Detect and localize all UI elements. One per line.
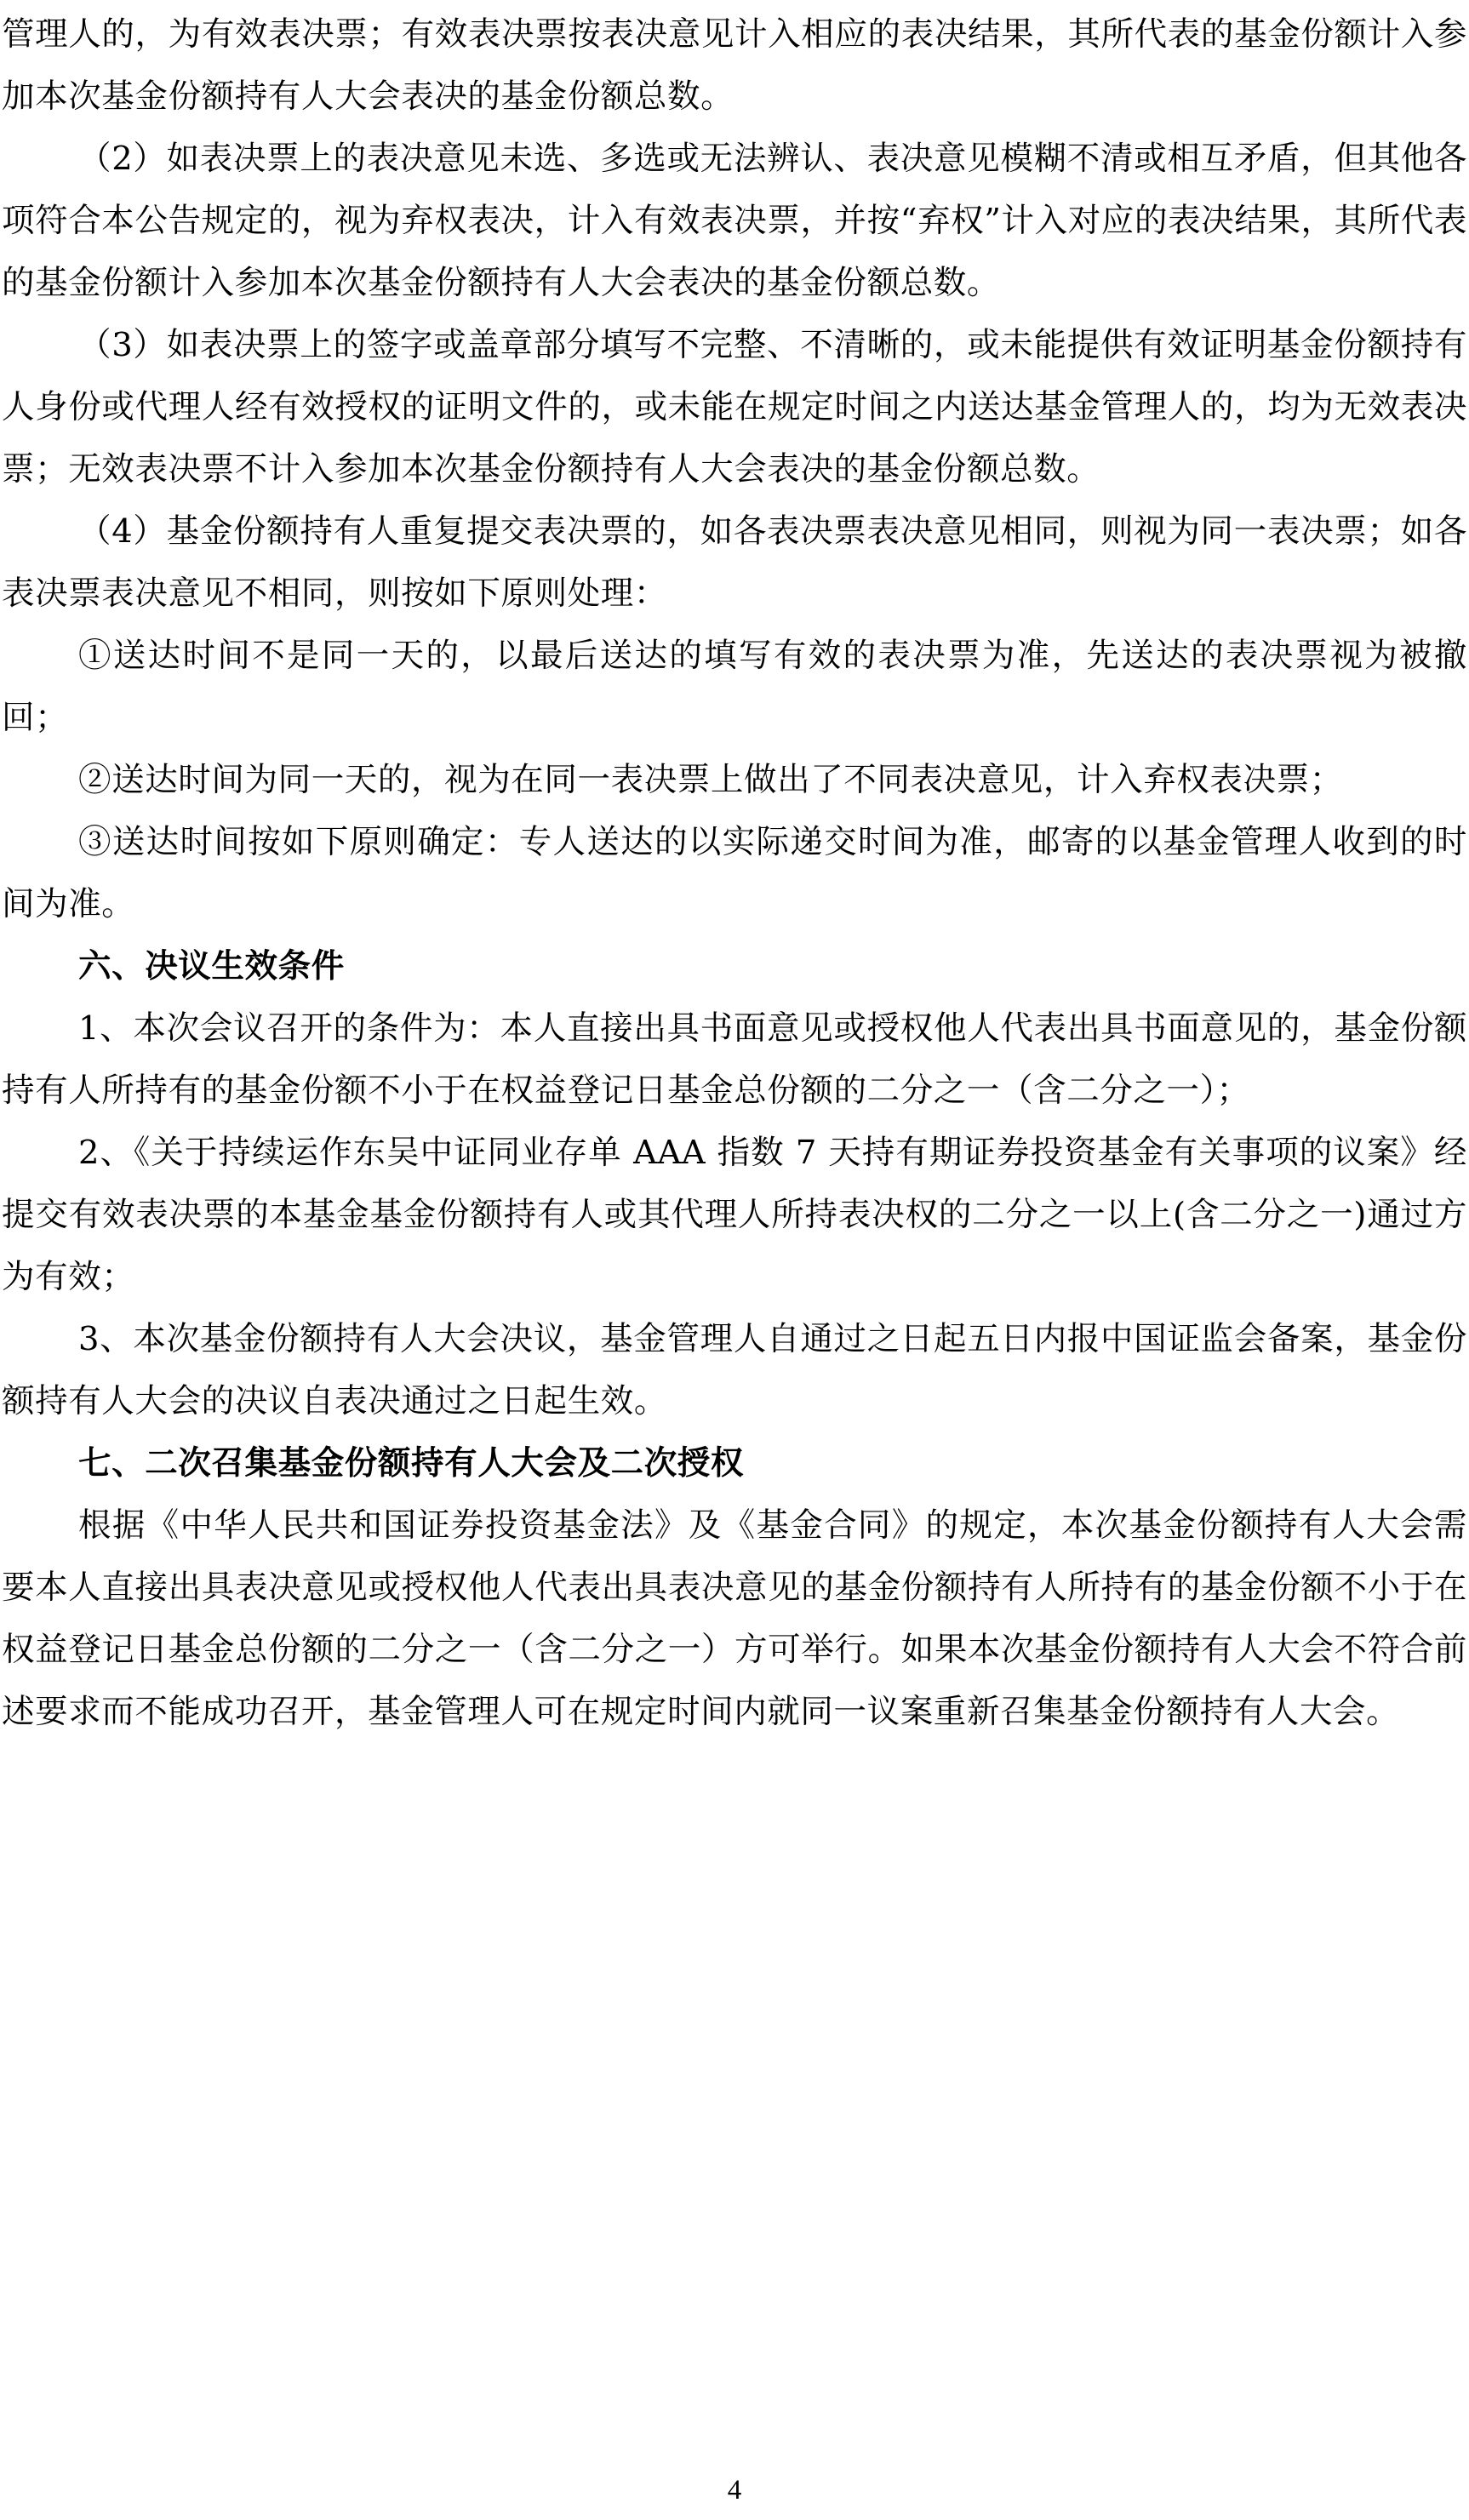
paragraph-rule-4-duplicate: （4）基金份额持有人重复提交表决票的，如各表决票表决意见相同，则视为同一表决票；如各表决票表决意见不相同，则按如下原则处理：	[2, 512, 1467, 613]
paragraph-condition-2: 2、《关于持续运作东吴中证同业存单 AAA 指数 7 天持有期证券投资基金有关事项的议案》经提交有效表决票的本基金基金份额持有人或其代理人所持表决权的二分之一以上(含二分之一)通过方为有效；	[2, 1134, 1467, 1296]
paragraph-rule-2-abstain: （2）如表决票上的表决意见未选、多选或无法辨认、表决意见模糊不清或相互矛盾，但其他各项符合本公告规定的，视为弃权表决，计入有效表决票，并按“弃权”计入对应的表决结果，其所代表的基金份额计入参加本次基金份额持有人大会表决的基金份额总数。	[2, 140, 1467, 302]
paragraph-principle-3: ③送达时间按如下原则确定：专人送达的以实际递交时间为准，邮寄的以基金管理人收到的时间为准。	[2, 823, 1467, 923]
paragraph-principle-2: ②送达时间为同一天的，视为在同一表决票上做出了不同表决意见，计入弃权表决票；	[78, 761, 1343, 799]
document-body	[2, 0, 1467, 1743]
paragraph-vote-validity-continued: 管理人的，为有效表决票；有效表决票按表决意见计入相应的表决结果，其所代表的基金份额计入参加本次基金份额持有人大会表决的基金份额总数。	[2, 15, 1467, 116]
paragraph-principle-1: ①送达时间不是同一天的，以最后送达的填写有效的表决票为准，先送达的表决票视为被撤回；	[2, 637, 1467, 737]
section-heading-6: 六、决议生效条件	[78, 947, 345, 986]
paragraph-second-convening: 根据《中华人民共和国证券投资基金法》及《基金合同》的规定，本次基金份额持有人大会需要本人直接出具表决意见或授权他人代表出具表决意见的基金份额持有人所持有的基金份额不小于在权益登记日基金总份额的二分之一（含二分之一）方可举行。如果本次基金份额持有人大会不符合前述要求而不能成功召开，基金管理人可在规定时间内就同一议案重新召集基金份额持有人大会。	[2, 1506, 1467, 1731]
paragraph-rule-3-invalid: （3）如表决票上的签字或盖章部分填写不完整、不清晰的，或未能提供有效证明基金份额持有人身份或代理人经有效授权的证明文件的，或未能在规定时间之内送达基金管理人的，均为无效表决票；无效表决票不计入参加本次基金份额持有人大会表决的基金份额总数。	[2, 326, 1467, 489]
paragraph-condition-1: 1、本次会议召开的条件为：本人直接出具书面意见或授权他人代表出具书面意见的，基金份额持有人所持有的基金份额不小于在权益登记日基金总份额的二分之一（含二分之一）；	[2, 1009, 1467, 1110]
paragraph-condition-3: 3、本次基金份额持有人大会决议，基金管理人自通过之日起五日内报中国证监会备案，基金份额持有人大会的决议自表决通过之日起生效。	[2, 1320, 1467, 1420]
section-heading-7: 七、二次召集基金份额持有人大会及二次授权	[78, 1444, 745, 1483]
page-number: 4	[727, 2475, 742, 2506]
